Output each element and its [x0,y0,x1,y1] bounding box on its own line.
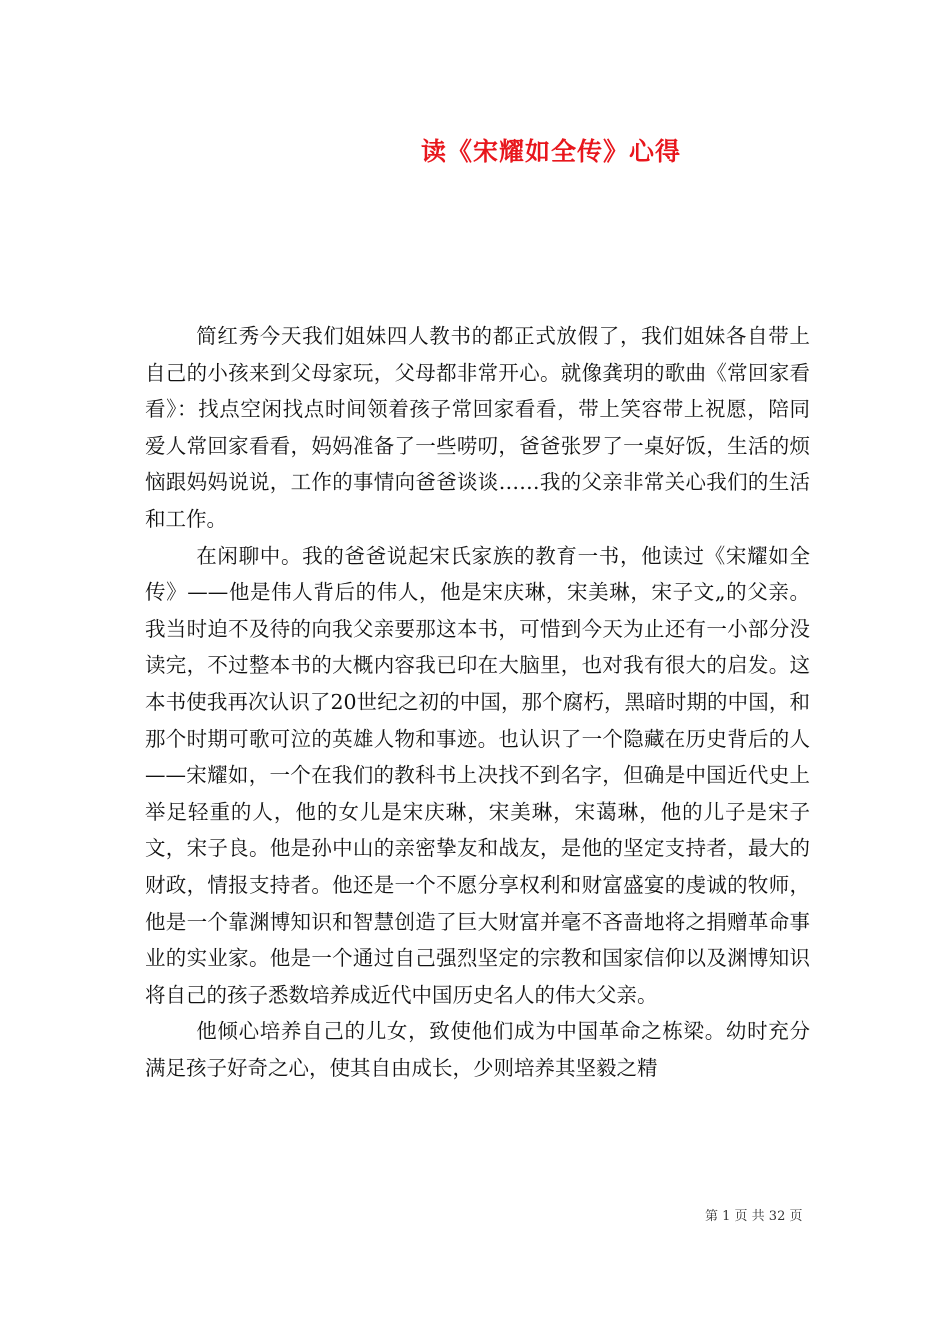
page-title: 读《宋耀如全传》心得 [420,137,681,166]
paragraph-2: 在闲聊中。我的爸爸说起宋氏家族的教育一书，他读过《宋耀如全传》——他是伟人背后的伟人，他是宋庆琳，宋美琳，宋子文„的父亲。我当时迫不及待的向我父亲要那这本书，可惜到今天为止还有一小部分没读完，不过整本书的大概内容我已印在大脑里，也对我有很大的启发。这本书使我再次认识了20世纪之初的中国，那个腐朽，黑暗时期的中国，和那个时期可歌可泣的英雄人物和事迹。也认识了一个隐藏在历史背后的人——宋耀如，一个在我们的教科书上决找不到名字，但确是中国近代史上举足轻重的人，他的女儿是宋庆琳，宋美琳，宋蔼琳，他的儿子是宋子文，宋子良。他是孙中山的亲密挚友和战友，是他的坚定支持者，最大的财政，情报支持者。他还是一个不愿分享权利和财富盛宴的虔诚的牧师，他是一个靠渊博知识和智慧创造了巨大财富并毫不吝啬地将之捐赠革命事业的实业家。他是一个通过自己强烈坚定的宗教和国家信仰以及渊博知识将自己的孩子悉数培养成近代中国历史名人的伟大父亲。 [145,543,810,1007]
document-body [145,318,810,1086]
page-number-footer: 第 1 页 共 32 页 [705,1209,803,1224]
paragraph-1: 简红秀今天我们姐妹四人教书的都正式放假了，我们姐妹各自带上自己的小孩来到父母家玩，父母都非常开心。就像龚玥的歌曲《常回家看看》：找点空闲找点时间领着孩子常回家看看，带上笑容带上祝愿，陪同爱人常回家看看，妈妈准备了一些唠叨，爸爸张罗了一桌好饭，生活的烦恼跟妈妈说说，工作的事情向爸爸谈谈……我的父亲非常关心我们的生活和工作。 [145,324,810,531]
paragraph-3: 他倾心培养自己的儿女，致使他们成为中国革命之栋梁。幼时充分满足孩子好奇之心，使其自由成长，少则培养其坚毅之精 [145,1019,810,1080]
